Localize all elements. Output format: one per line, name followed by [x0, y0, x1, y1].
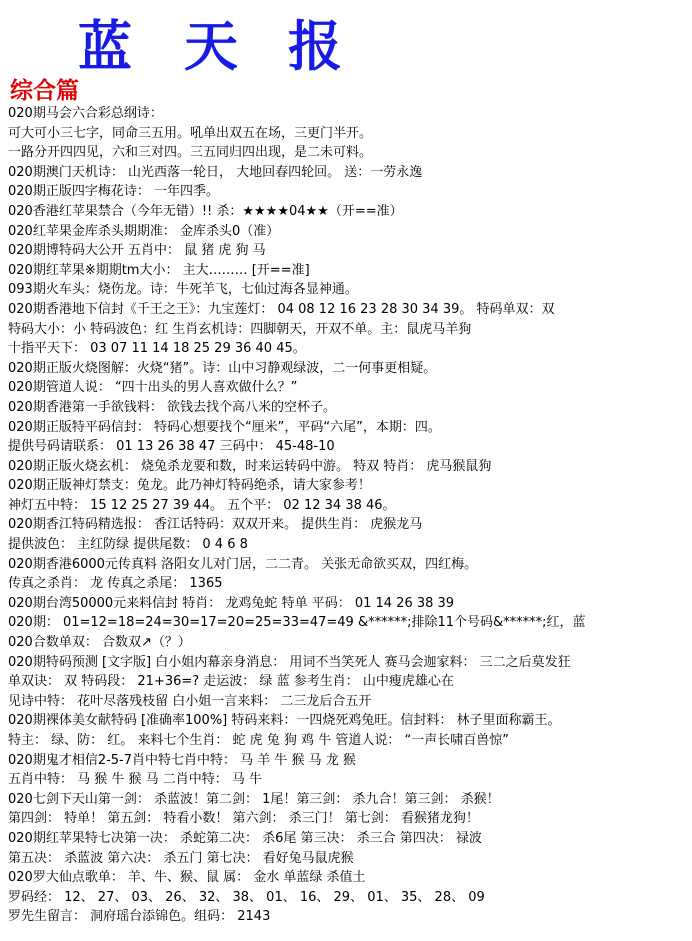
- text-line: 020期马会六合彩总纲诗：: [8, 106, 163, 121]
- text-line: 020期香港6000元传真料 洛阳女儿对门居，二二青。 关张无命欲买双，四红梅。: [8, 556, 478, 572]
- section-title: 综合篇: [10, 77, 79, 104]
- text-lines: [8, 104, 688, 927]
- text-line: 提供号码请联系： 01 13 26 38 47 三码中： 45-48-10: [8, 439, 335, 455]
- text-line: 020期澳门天机诗： 山光西落一轮日， 大地回春四轮回。 送：一劳永逸: [8, 164, 423, 180]
- text-line: 020期正版火烧玄机： 烧兔杀龙要和数，时来运转码中游。 特双 特肖： 虎马猴鼠狗: [8, 458, 492, 474]
- text-line: 020期正版火烧图解：火烧“猪”。诗：山中习静观绿波，二一何事更相疑。: [8, 360, 437, 376]
- text-line: 020期鬼才相信2-5-7肖中特七肖中特： 马 羊 牛 猴 马 龙 猴: [8, 752, 356, 768]
- text-line: 十指平天下： 03 07 11 14 18 25 29 36 40 45。: [8, 341, 306, 357]
- text-line: 020期正版特平码信封： 特码心想要找个“厘米”，平码“六尾”，本期：四。: [8, 419, 441, 435]
- text-line: 可大可小三七字，同命三五用。吼单出双五在场，三更门半开。: [8, 125, 373, 141]
- text-line: 020期台湾50000元来料信封 特肖： 龙鸡兔蛇 特单 平码： 01 14 26 38 39: [8, 595, 455, 611]
- text-line: 020期： 01=12=18=24=30=17=20=25=33=47=49 &******;排除11个号码&******;红，蓝: [8, 615, 586, 631]
- text-line: 020期红苹果※期期tm大小： 主大……… [开==准]: [8, 262, 310, 278]
- text-line: 第五决： 杀蓝波 第六决： 杀五门 第七决： 看好兔马鼠虎猴: [8, 850, 354, 866]
- text-line: 020期香江特码精选报： 香江话特码：双双开来。 提供生肖： 虎猴龙马: [8, 517, 423, 533]
- text-line: 特主： 绿、防： 红。 来料七个生肖： 蛇 虎 兔 狗 鸡 牛 管道人说： “一声长啸百兽惊”: [8, 733, 509, 748]
- text-line: 093期火车头：烧伤龙。诗：牛死羊飞，七仙过海各显神通。: [8, 282, 358, 298]
- text-line: 神灯五中特： 15 12 25 27 39 44。 五个平： 02 12 34 38 46。: [8, 497, 396, 513]
- text-line: 020期管道人说： “四十出头的男人喜欢做什么？”: [8, 380, 298, 396]
- text-line: 020红苹果金库杀头期期准： 金库杀头0（准）: [8, 223, 280, 239]
- text-line: 020期正版四字梅花诗： 一年四季。: [8, 184, 219, 200]
- text-line: 020罗大仙点歌单： 羊、牛、猴、鼠 属： 金水 单蓝绿 杀值土: [8, 870, 366, 886]
- text-line: 单双诀： 双 特码段： 21+36=? 走运波： 绿 蓝 参考生肖： 山中瘦虎雄心在: [8, 674, 454, 690]
- text-line: 罗先生留言： 洞府瑶台添锦色。组码： 2143: [8, 909, 271, 925]
- text-line: 提供波色： 主红防绿 提供尾数： 0 4 6 8: [8, 537, 248, 553]
- text-line: 第四剑： 特单！ 第五剑： 特看小数！ 第六剑： 杀三门！ 第七剑： 看猴猪龙狗！: [8, 811, 479, 827]
- masthead-char-3: 报: [288, 14, 342, 78]
- text-line: 五肖中特： 马 猴 牛 猴 马 二肖中特： 马 牛: [8, 772, 263, 788]
- text-line: 传真之杀肖： 龙 传真之杀尾： 1365: [8, 576, 223, 592]
- text-line: 020期特码预测 [文字版] 白小姐内幕亲身消息： 用词不当笑死人 赛马会迦家料： 三二之后莫发狂: [8, 654, 571, 670]
- text-line: 020期正版神灯禁支：兔龙。此乃神灯特码绝杀，请大家参考！: [8, 478, 371, 494]
- text-line: 020期香港地下信封《千王之王》：九宝莲灯： 04 08 12 16 23 28 30 34 39。 特码单双：双: [8, 301, 555, 317]
- text-line: 020期裸体美女献特码 [准确率100%] 特码来料：一四烧死鸡兔旺。信封料： 林子里面称霸王。: [8, 713, 561, 729]
- masthead-title: [0, 4, 692, 78]
- text-line: 020期红苹果特七决第一决： 杀蛇第二决： 杀6尾 第三决： 杀三合 第四决： 禄波: [8, 830, 482, 846]
- masthead-char-2: 天: [184, 14, 238, 78]
- text-line: 020期博特码大公开 五肖中： 鼠 猪 虎 狗 马: [8, 243, 266, 259]
- text-line: 见诗中特： 花叶尽落残枝留 白小姐一言来料： 二三龙后合五开: [8, 693, 372, 709]
- text-line: 罗码经： 12、 27、 03、 26、 32、 38、 01、 16、 29、 01、 35、 28、 09: [8, 889, 485, 905]
- text-line: 020期香港第一手欲钱料： 欲钱去找个高八米的空杯子。: [8, 399, 336, 415]
- text-line: 特码大小：小 特码波色：红 生肖玄机诗：四脚朝天，开双不单。主：鼠虎马羊狗: [8, 321, 472, 337]
- text-line: 020七剑下天山第一剑： 杀蓝波！第二剑： 1尾！第三剑： 杀九合！第三剑： 杀猴！: [8, 791, 500, 807]
- text-line: 一路分开四四见，六和三对四。三五同归四出现，是二未可料。: [8, 145, 373, 161]
- text-line: 020香港红苹果禁合（今年无错）!! 杀：★★★★04★★（开==准）: [8, 203, 403, 219]
- masthead-char-1: 蓝: [78, 14, 132, 78]
- text-line: 020合数单双： 合数双↗（？）: [8, 635, 191, 651]
